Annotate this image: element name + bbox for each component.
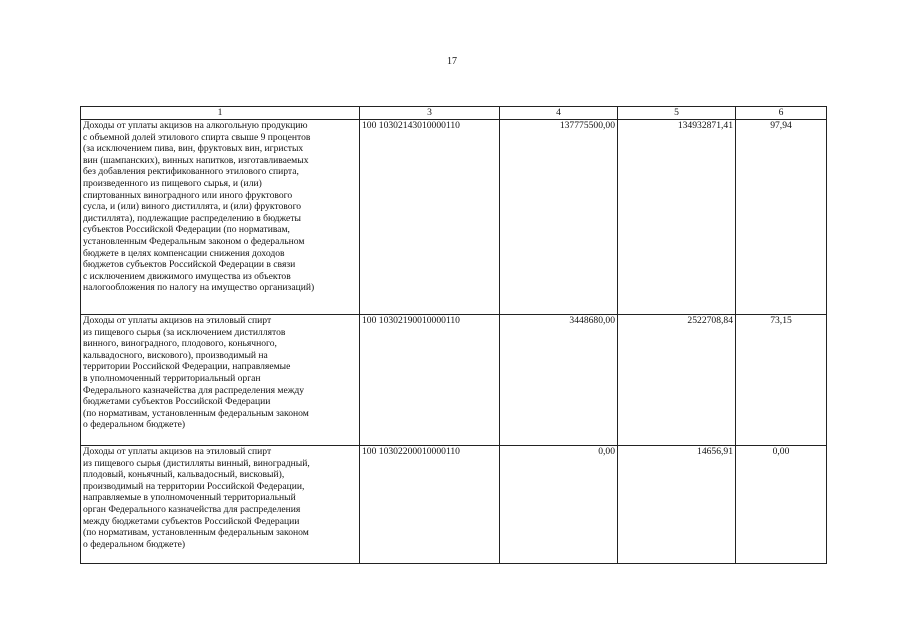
row-col4-value: 0,00 (500, 446, 618, 564)
row-col5-value: 2522708,84 (618, 315, 736, 446)
table-header (81, 107, 827, 120)
row-code: 100 10302190010000110 (360, 315, 500, 446)
header-col-5: 5 (618, 107, 736, 120)
revenue-table (80, 106, 827, 564)
header-row (81, 107, 827, 120)
header-col-1: 1 (81, 107, 360, 120)
row-code: 100 10302200010000110 (360, 446, 500, 564)
header-col-4: 4 (500, 107, 618, 120)
row-col5-value: 14656,91 (618, 446, 736, 564)
table-row (81, 446, 827, 564)
row-col6-value: 0,00 (736, 446, 827, 564)
row-col4-value: 3448680,00 (500, 315, 618, 446)
header-col-3: 3 (360, 107, 500, 120)
row-code: 100 10302143010000110 (360, 120, 500, 315)
row-description: Доходы от уплаты акцизов на алкогольную продукцию с объемной долей этилового спирта свыше 9 процентов (за исключением пива, вин, фруктовых вин, игристых вин (шампанских), винных напитков, изготавливаемых без добавления ректификованного этилового спирта, произведенного из пищевого сырья, и (или) спиртованных виноградного или иного фруктового сусла, и (или) виного дистиллята, и (или) фруктового дистиллята), подлежащие распределению в бюджеты субъектов Российской Федерации (по нормативам, установленным Федеральным законом о федеральном бюджете в целях компенсации снижения доходов бюджетов субъектов Российской Федерации в связи с исключением движимого имущества из объектов налогообложения по налогу на имущество организаций) (81, 120, 360, 315)
row-col4-value: 137775500,00 (500, 120, 618, 315)
table-body (81, 120, 827, 564)
table-row (81, 120, 827, 315)
page-number: 17 (447, 56, 457, 67)
row-col6-value: 73,15 (736, 315, 827, 446)
row-description: Доходы от уплаты акцизов на этиловый спирт из пищевого сырья (дистилляты винный, виноградный, плодовый, коньячный, кальвадосный, висковый), производимый на территории Российской Федерации, направляемые в уполномоченный территориальный орган Федерального казначейства для распределения между бюджетами субъектов Российской Федерации (по нормативам, установленным федеральным законом о федеральном бюджете) (81, 446, 360, 564)
table-row (81, 315, 827, 446)
header-col-6: 6 (736, 107, 827, 120)
row-col6-value: 97,94 (736, 120, 827, 315)
row-description: Доходы от уплаты акцизов на этиловый спирт из пищевого сырья (за исключением дистиллятов винного, виноградного, плодового, коньячного, кальвадосного, вискового), производимый на территории Российской Федерации, направляемые в уполномоченный территориальный орган Федерального казначейства для распределения между бюджетами субъектов Российской Федерации (по нормативам, установленным федеральным законом о федеральном бюджете) (81, 315, 360, 446)
row-col5-value: 134932871,41 (618, 120, 736, 315)
